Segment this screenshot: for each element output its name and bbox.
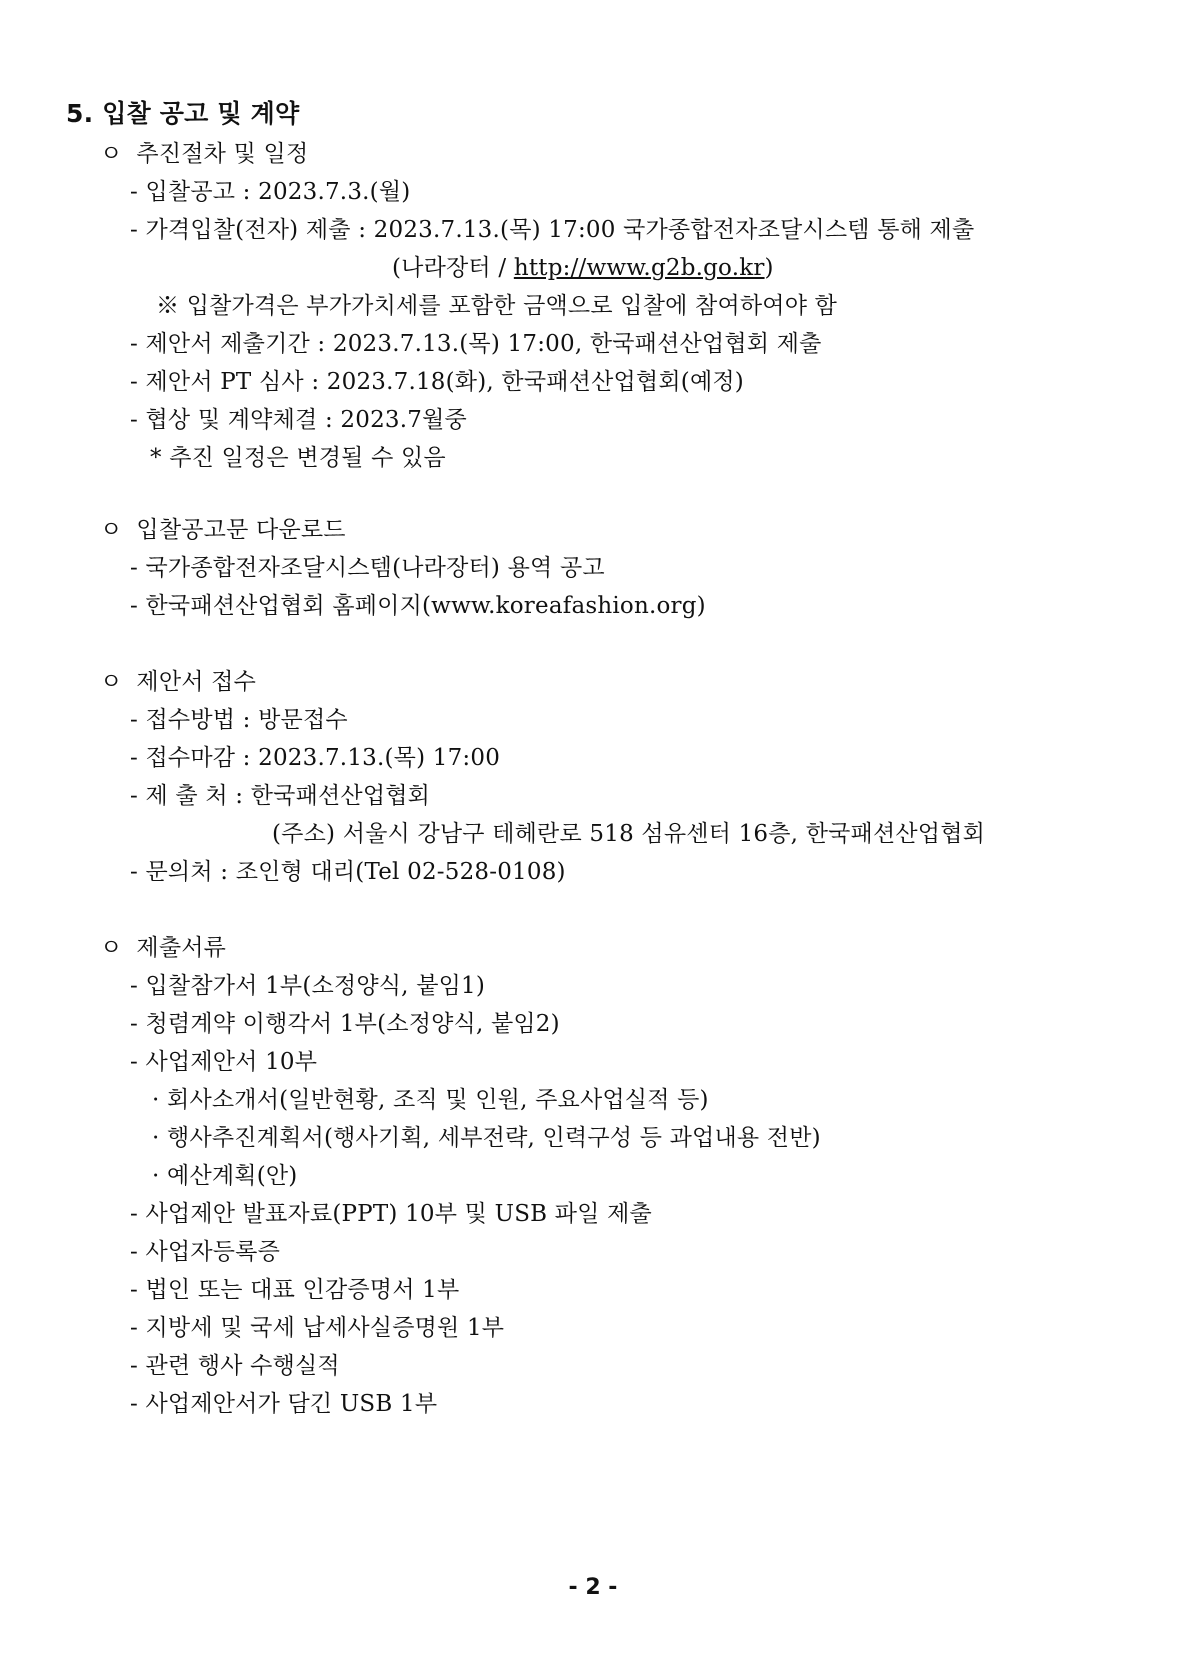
section-title: 5. 입찰 공고 및 계약 (66, 99, 300, 128)
circle-bullet: ㅇ (100, 935, 123, 961)
download-item: - 국가종합전자조달시스템(나라장터) 용역 공고 (130, 555, 605, 581)
circle-bullet: ㅇ (100, 141, 123, 167)
document-item: - 사업제안 발표자료(PPT) 10부 및 USB 파일 제출 (130, 1201, 652, 1227)
document-item: - 입찰참가서 1부(소정양식, 붙임1) (130, 973, 486, 999)
submission-item: - 접수방법 : 방문접수 (130, 707, 348, 733)
download-title: 입찰공고문 다운로드 (136, 517, 346, 543)
schedule-item: - 제안서 제출기간 : 2023.7.13.(목) 17:00, 한국패션산업협회 제출 (130, 331, 822, 357)
document-item: - 청렴계약 이행각서 1부(소정양식, 붙임2) (130, 1011, 560, 1037)
schedule-change-note: * 추진 일정은 변경될 수 있음 (150, 445, 446, 471)
circle-bullet: ㅇ (100, 669, 123, 695)
subsection-submission (100, 666, 256, 698)
documents-title: 제출서류 (136, 935, 227, 961)
schedule-item: - 가격입찰(전자) 제출 : 2023.7.13.(목) 17:00 국가종합전자조달시스템 통해 제출 (130, 217, 975, 243)
document-sub-item: · 행사추진계획서(행사기획, 세부전략, 인력구성 등 과업내용 전반) (152, 1125, 821, 1151)
schedule-title: 추진절차 및 일정 (136, 141, 309, 167)
subsection-documents (100, 932, 226, 964)
g2b-suffix: ) (764, 255, 774, 281)
document-item: - 법인 또는 대표 인감증명서 1부 (130, 1277, 460, 1303)
subsection-schedule (100, 138, 308, 170)
page-number: - 2 - (568, 1575, 618, 1600)
download-item: - 한국패션산업협회 홈페이지(www.koreafashion.org) (130, 593, 706, 619)
g2b-prefix: (나라장터 / (392, 255, 514, 281)
submission-contact: - 문의처 : 조인형 대리(Tel 02-528-0108) (130, 859, 566, 885)
circle-bullet: ㅇ (100, 517, 123, 543)
schedule-item: - 협상 및 계약체결 : 2023.7월중 (130, 407, 467, 433)
subsection-download (100, 514, 346, 546)
document-item: - 사업제안서가 담긴 USB 1부 (130, 1391, 438, 1417)
submission-address: (주소) 서울시 강남구 테헤란로 518 섬유센터 16층, 한국패션산업협회 (272, 821, 986, 847)
g2b-link[interactable]: http://www.g2b.go.kr (513, 255, 765, 281)
g2b-reference (392, 252, 774, 284)
submission-title: 제안서 접수 (136, 669, 257, 695)
schedule-item: - 제안서 PT 심사 : 2023.7.18(화), 한국패션산업협회(예정) (130, 369, 744, 395)
document-item: - 관련 행사 수행실적 (130, 1353, 340, 1379)
submission-item: - 접수마감 : 2023.7.13.(목) 17:00 (130, 745, 501, 771)
vat-note: ※ 입찰가격은 부가가치세를 포함한 금액으로 입찰에 참여하여야 함 (156, 293, 838, 319)
document-item: - 사업자등록증 (130, 1239, 280, 1265)
submission-item: - 제 출 처 : 한국패션산업협회 (130, 783, 431, 809)
document-item: - 사업제안서 10부 (130, 1049, 318, 1075)
document-sub-item: · 예산계획(안) (152, 1163, 298, 1189)
schedule-item: - 입찰공고 : 2023.7.3.(월) (130, 179, 411, 205)
document-item: - 지방세 및 국세 납세사실증명원 1부 (130, 1315, 505, 1341)
document-sub-item: · 회사소개서(일반현황, 조직 및 인원, 주요사업실적 등) (152, 1087, 709, 1113)
